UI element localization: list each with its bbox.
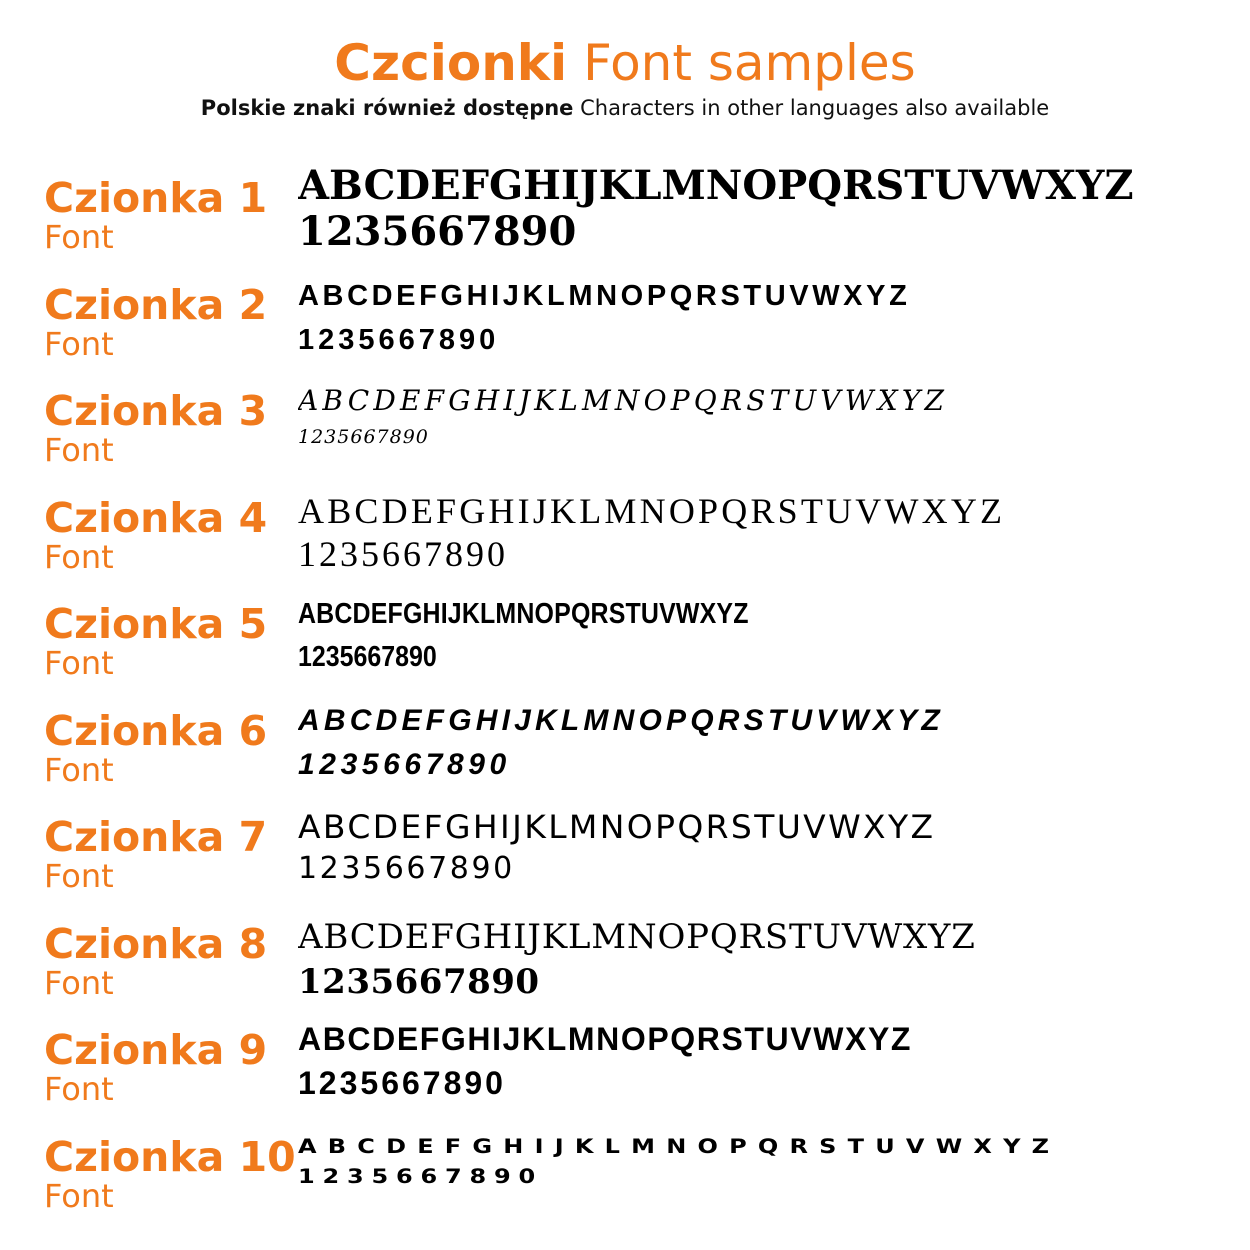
font-sample-letters: ABCDEFGHIJKLMNOPQRSTUVWXYZ — [298, 490, 1006, 531]
font-sample — [298, 588, 1238, 680]
font-label — [44, 1132, 296, 1215]
page-title-light: Font samples — [583, 34, 916, 92]
font-label-title: Czionka 5 — [44, 600, 268, 648]
font-sample-row-4 — [0, 482, 1250, 589]
font-label — [44, 602, 294, 680]
font-label-subtitle: Font — [44, 750, 114, 789]
font-label-subtitle: Font — [44, 537, 114, 576]
font-sample-letters: ABCDEFGHIJKLMNOPQRSTUVWXYZ — [298, 384, 949, 417]
font-sample-digits: 1235667890 — [298, 426, 429, 448]
font-sample — [298, 162, 1238, 254]
font-sample — [298, 269, 1238, 363]
font-sample-row-8 — [0, 908, 1250, 1015]
font-label-title: Czionka 6 — [44, 706, 268, 755]
font-sample — [298, 375, 1238, 451]
font-sample-letters: ABCDEFGHIJKLMNOPQRSTUVWXYZ — [298, 1021, 913, 1057]
font-sample-digits: 1235667890 — [298, 1065, 506, 1101]
font-sample-digits: 1235667890 — [298, 323, 500, 356]
font-label — [44, 176, 294, 254]
font-sample-letters: ABCDEFGHIJKLMNOPQRSTUVWXYZ — [298, 598, 749, 630]
font-sample — [298, 695, 1238, 787]
font-sample-letters: ABCDEFGHIJKLMNOPQRSTUVWXYZ — [298, 808, 936, 846]
font-sample-row-1 — [0, 162, 1250, 269]
font-sample-row-6 — [0, 695, 1250, 802]
font-label-title: Czionka 3 — [44, 387, 268, 435]
font-sample-letters: ABCDEFGHIJKLMNOPQRSTUVWXYZ — [298, 162, 1134, 209]
font-label-title: Czionka 10 — [44, 1132, 296, 1181]
font-sample-letters: ABCDEFGHIJKLMNOPQRSTUVWXYZ — [298, 279, 911, 312]
font-sample-letters: ABCDEFGHIJKLMNOPQRSTUVWXYZ — [298, 703, 944, 737]
font-sample-row-2 — [0, 269, 1250, 376]
font-sample-digits: 1235667890 — [298, 961, 540, 1002]
font-label-subtitle: Font — [44, 431, 114, 469]
font-sample-letters: ABCDEFGHIJKLMNOPQRSTUVWXYZ — [298, 1134, 1061, 1158]
font-label-title: Czionka 2 — [44, 280, 268, 329]
font-sample — [298, 482, 1238, 574]
font-label-subtitle: Font — [44, 324, 114, 363]
font-label-subtitle: Font — [44, 218, 114, 256]
font-label-title: Czionka 9 — [44, 1026, 268, 1074]
font-label — [44, 1028, 294, 1106]
font-label-title: Czionka 8 — [44, 919, 268, 968]
font-sample-digits: 1235667890 — [298, 208, 577, 254]
font-label-subtitle: Font — [44, 963, 114, 1002]
font-sample-digits: 1235667890 — [298, 641, 437, 673]
font-sample-row-3 — [0, 375, 1250, 482]
font-label — [44, 815, 294, 893]
font-label-subtitle: Font — [44, 644, 114, 682]
font-sample-row-10 — [0, 1121, 1250, 1228]
page-subtitle-light: Characters in other languages also available — [580, 96, 1050, 120]
font-sample — [298, 1014, 1238, 1106]
font-label-subtitle: Font — [44, 1070, 114, 1108]
font-sample — [298, 1121, 1238, 1193]
font-sample-row-5 — [0, 588, 1250, 695]
page-title-bold: Czcionki — [334, 34, 568, 92]
font-label-subtitle: Font — [44, 857, 114, 895]
font-sample-digits: 1235667890 — [298, 533, 508, 574]
page-subtitle-bold: Polskie znaki również dostępne — [200, 96, 574, 120]
font-sample-digits: 1235667890 — [298, 1164, 543, 1188]
page-title — [0, 32, 1250, 94]
font-sample-digits: 1235667890 — [298, 851, 515, 886]
font-label-title: Czionka 4 — [44, 493, 268, 542]
font-label — [44, 706, 294, 789]
font-label-title: Czionka 1 — [44, 174, 268, 222]
font-sample-letters: ABCDEFGHIJKLMNOPQRSTUVWXYZ — [298, 916, 976, 957]
font-sample — [298, 908, 1238, 1004]
font-label — [44, 493, 294, 576]
font-sample — [298, 801, 1238, 889]
font-sample-digits: 1235667890 — [298, 747, 511, 781]
page-header — [0, 32, 1250, 122]
font-sample-row-9 — [0, 1014, 1250, 1121]
font-sample-row-7 — [0, 801, 1250, 908]
font-sample-list — [0, 162, 1250, 1227]
font-label — [44, 389, 294, 467]
page-subtitle — [0, 94, 1250, 122]
font-label-subtitle: Font — [44, 1176, 114, 1215]
font-label — [44, 919, 294, 1002]
font-label — [44, 280, 294, 363]
font-label-title: Czionka 7 — [44, 813, 268, 861]
